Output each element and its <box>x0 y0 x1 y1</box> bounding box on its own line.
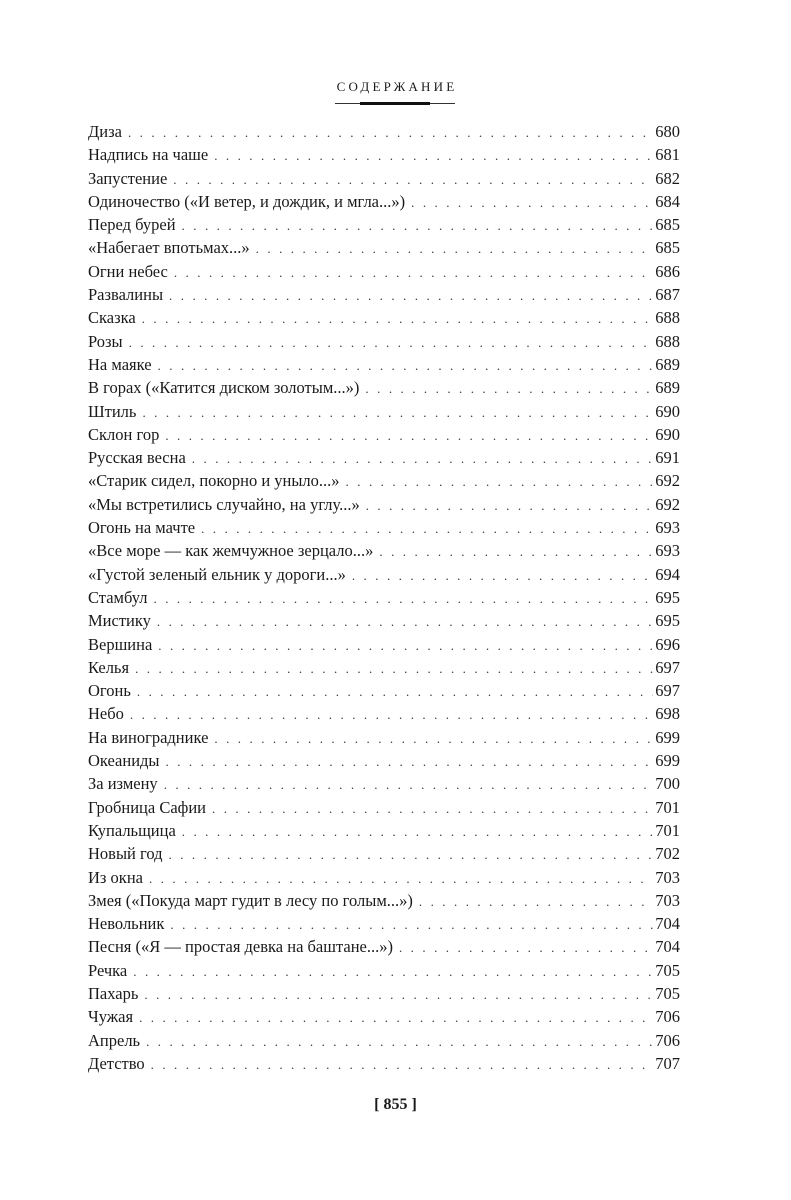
toc-leader-dots <box>399 936 653 959</box>
toc-entry <box>88 539 680 562</box>
toc-leader-dots <box>182 820 653 843</box>
toc-entry-page: 692 <box>655 494 680 514</box>
toc-entry-page: 689 <box>655 378 680 398</box>
toc-entry <box>88 260 680 283</box>
toc-entry-title: Запустение <box>88 168 168 188</box>
toc-entry <box>88 1052 680 1075</box>
toc-entry <box>88 330 680 353</box>
toc-leader-dots <box>212 797 653 820</box>
toc-entry <box>88 493 680 516</box>
toc-entry-title: Диза <box>88 122 122 141</box>
toc-entry <box>88 586 680 609</box>
toc-entry-page: 702 <box>655 844 680 864</box>
toc-leader-dots <box>366 494 654 517</box>
toc-leader-dots <box>149 867 653 890</box>
toc-entry-title: Развалины <box>88 285 164 305</box>
toc-entry <box>88 423 680 446</box>
toc-leader-dots <box>201 517 653 540</box>
toc-entry-page: 685 <box>655 215 680 235</box>
toc-entry <box>88 283 680 306</box>
toc-entry-page: 682 <box>655 168 680 188</box>
page-header <box>0 78 791 96</box>
header-rule-thick <box>360 102 430 105</box>
toc-leader-dots <box>174 261 653 284</box>
toc-leader-dots <box>365 377 653 400</box>
toc-entry-page: 688 <box>655 308 680 328</box>
toc-entry <box>88 819 680 842</box>
toc-leader-dots <box>170 913 653 936</box>
toc-entry-title: Огонь на мачте <box>88 518 196 538</box>
toc-leader-dots <box>419 890 653 913</box>
toc-entry <box>88 702 680 725</box>
toc-entry-page: 690 <box>655 424 680 444</box>
toc-entry-title: Розы <box>88 331 123 351</box>
toc-leader-dots <box>164 773 654 796</box>
toc-entry-title: Одиночество («И ветер, и дождик, и мгла...») <box>88 191 406 211</box>
toc-entry-page: 697 <box>655 657 680 677</box>
toc-entry <box>88 516 680 539</box>
toc-entry-title: Надпись на чаше <box>88 145 209 165</box>
toc-leader-dots <box>169 284 653 307</box>
toc-entry <box>88 563 680 586</box>
toc-entry-title: Русская весна <box>88 448 186 468</box>
toc-entry-page: 688 <box>655 331 680 351</box>
toc-entry <box>88 306 680 329</box>
toc-entry-page: 697 <box>655 681 680 701</box>
toc-entry-page: 701 <box>655 797 680 817</box>
toc-entry-page: 698 <box>655 704 680 724</box>
toc-entry <box>88 772 680 795</box>
toc-entry-page: 693 <box>655 518 680 538</box>
toc-leader-dots <box>158 354 654 377</box>
toc-entry <box>88 679 680 702</box>
toc-entry <box>88 912 680 935</box>
toc-entry-title: Речка <box>88 960 128 980</box>
toc-entry <box>88 400 680 423</box>
page-number: [ 855 ] <box>374 1096 417 1113</box>
toc-entry-page: 705 <box>655 960 680 980</box>
toc-entry-title: Сказка <box>88 308 136 328</box>
toc-leader-dots <box>135 657 653 680</box>
toc-entry-title: Купальщица <box>88 820 176 840</box>
toc-entry-title: Чужая <box>88 1007 134 1027</box>
toc-entry-title: Океаниды <box>88 751 160 771</box>
toc-leader-dots <box>142 401 653 424</box>
toc-entry-title: На винограднике <box>88 727 209 747</box>
toc-leader-dots <box>137 680 653 703</box>
page-title: СОДЕРЖАНИЕ <box>336 79 458 94</box>
toc-entry-page: 689 <box>655 354 680 374</box>
toc-entry-title: «Старик сидел, покорно и уныло...» <box>88 471 340 491</box>
toc-entry-title: Песня («Я — простая девка на баштане...») <box>88 937 393 957</box>
toc-leader-dots <box>166 750 654 773</box>
toc-entry-title: Стамбул <box>88 587 148 607</box>
toc-leader-dots <box>256 237 654 260</box>
toc-entry-page: 684 <box>655 191 680 211</box>
toc-entry-page: 704 <box>655 937 680 957</box>
toc-entry <box>88 959 680 982</box>
toc-leader-dots <box>182 214 654 237</box>
toc-entry <box>88 143 680 166</box>
toc-entry-page: 700 <box>655 774 680 794</box>
toc-entry-page: 703 <box>655 867 680 887</box>
table-of-contents <box>88 120 680 1075</box>
toc-entry-page: 694 <box>655 564 680 584</box>
toc-entry-page: 693 <box>655 541 680 561</box>
toc-entry-page: 681 <box>655 145 680 165</box>
toc-entry-title: Огонь <box>88 681 131 701</box>
toc-entry <box>88 376 680 399</box>
toc-entry-title: «Густой зеленый ельник у дороги...» <box>88 564 346 584</box>
toc-entry-page: 707 <box>655 1053 680 1073</box>
toc-entry <box>88 935 680 958</box>
toc-entry <box>88 1005 680 1028</box>
toc-leader-dots <box>151 1053 654 1076</box>
toc-leader-dots <box>129 331 654 354</box>
toc-entry <box>88 866 680 889</box>
toc-entry-page: 680 <box>655 122 680 141</box>
toc-entry-page: 691 <box>655 448 680 468</box>
toc-entry-title: Апрель <box>88 1030 141 1050</box>
toc-entry-title: Детство <box>88 1053 145 1073</box>
toc-entry <box>88 213 680 236</box>
toc-entry-title: Штиль <box>88 401 137 421</box>
toc-entry <box>88 982 680 1005</box>
toc-entry-title: «Набегает впотьмах...» <box>88 238 250 258</box>
toc-entry-title: Огни небес <box>88 261 168 281</box>
toc-entry-page: 706 <box>655 1030 680 1050</box>
toc-leader-dots <box>157 610 653 633</box>
toc-leader-dots <box>192 447 653 470</box>
toc-leader-dots <box>214 144 653 167</box>
toc-entry <box>88 656 680 679</box>
toc-entry-title: «Все море — как жемчужное зерцало...» <box>88 541 374 561</box>
toc-entry-title: Келья <box>88 657 130 677</box>
toc-entry-page: 695 <box>655 587 680 607</box>
toc-entry <box>88 842 680 865</box>
toc-leader-dots <box>173 168 653 191</box>
toc-entry-page: 705 <box>655 983 680 1003</box>
toc-leader-dots <box>411 191 653 214</box>
toc-entry <box>88 353 680 376</box>
toc-leader-dots <box>133 960 653 983</box>
toc-entry-page: 686 <box>655 261 680 281</box>
toc-entry-title: Мистику <box>88 611 151 631</box>
toc-entry-page: 703 <box>655 890 680 910</box>
toc-entry-page: 685 <box>655 238 680 258</box>
toc-leader-dots <box>169 843 654 866</box>
toc-leader-dots <box>142 307 654 330</box>
toc-leader-dots <box>144 983 653 1006</box>
toc-entry <box>88 469 680 492</box>
toc-entry-title: На маяке <box>88 354 152 374</box>
toc-leader-dots <box>154 587 654 610</box>
toc-entry <box>88 889 680 912</box>
toc-entry-title: Перед бурей <box>88 215 176 235</box>
toc-entry-page: 695 <box>655 611 680 631</box>
toc-leader-dots <box>214 727 653 750</box>
toc-entry <box>88 190 680 213</box>
toc-entry-page: 704 <box>655 914 680 934</box>
toc-entry-title: Гробница Сафии <box>88 797 207 817</box>
toc-entry-page: 701 <box>655 820 680 840</box>
toc-entry <box>88 236 680 259</box>
toc-leader-dots <box>139 1006 653 1029</box>
toc-entry-page: 696 <box>655 634 680 654</box>
toc-entry-title: Пахарь <box>88 983 139 1003</box>
toc-entry-title: Склон гор <box>88 424 160 444</box>
toc-entry-title: В горах («Катится диском золотым...») <box>88 378 360 398</box>
toc-leader-dots <box>379 540 653 563</box>
toc-entry <box>88 120 680 143</box>
toc-entry-title: Небо <box>88 704 124 724</box>
toc-entry-page: 699 <box>655 751 680 771</box>
toc-entry-title: Новый год <box>88 844 163 864</box>
toc-entry-title: Вершина <box>88 634 153 654</box>
toc-leader-dots <box>352 564 653 587</box>
toc-entry-title: «Мы встретились случайно, на углу...» <box>88 494 360 514</box>
toc-entry <box>88 749 680 772</box>
toc-entry-page: 692 <box>655 471 680 491</box>
toc-entry <box>88 726 680 749</box>
toc-leader-dots <box>128 121 653 144</box>
toc-entry <box>88 1029 680 1052</box>
toc-entry <box>88 446 680 469</box>
toc-entry <box>88 609 680 632</box>
toc-entry-title: За измену <box>88 774 158 794</box>
toc-entry <box>88 796 680 819</box>
toc-entry-page: 690 <box>655 401 680 421</box>
toc-entry-page: 699 <box>655 727 680 747</box>
toc-leader-dots <box>146 1030 653 1053</box>
toc-entry <box>88 633 680 656</box>
toc-leader-dots <box>158 634 653 657</box>
toc-leader-dots <box>346 470 654 493</box>
toc-entry-page: 706 <box>655 1007 680 1027</box>
toc-entry-page: 687 <box>655 285 680 305</box>
header-divider <box>0 102 791 106</box>
toc-entry-title: Змея («Покуда март гудит в лесу по голым...») <box>88 890 413 910</box>
toc-leader-dots <box>130 703 653 726</box>
toc-leader-dots <box>165 424 653 447</box>
toc-entry <box>88 167 680 190</box>
toc-entry-title: Невольник <box>88 914 165 934</box>
toc-entry-title: Из окна <box>88 867 143 887</box>
